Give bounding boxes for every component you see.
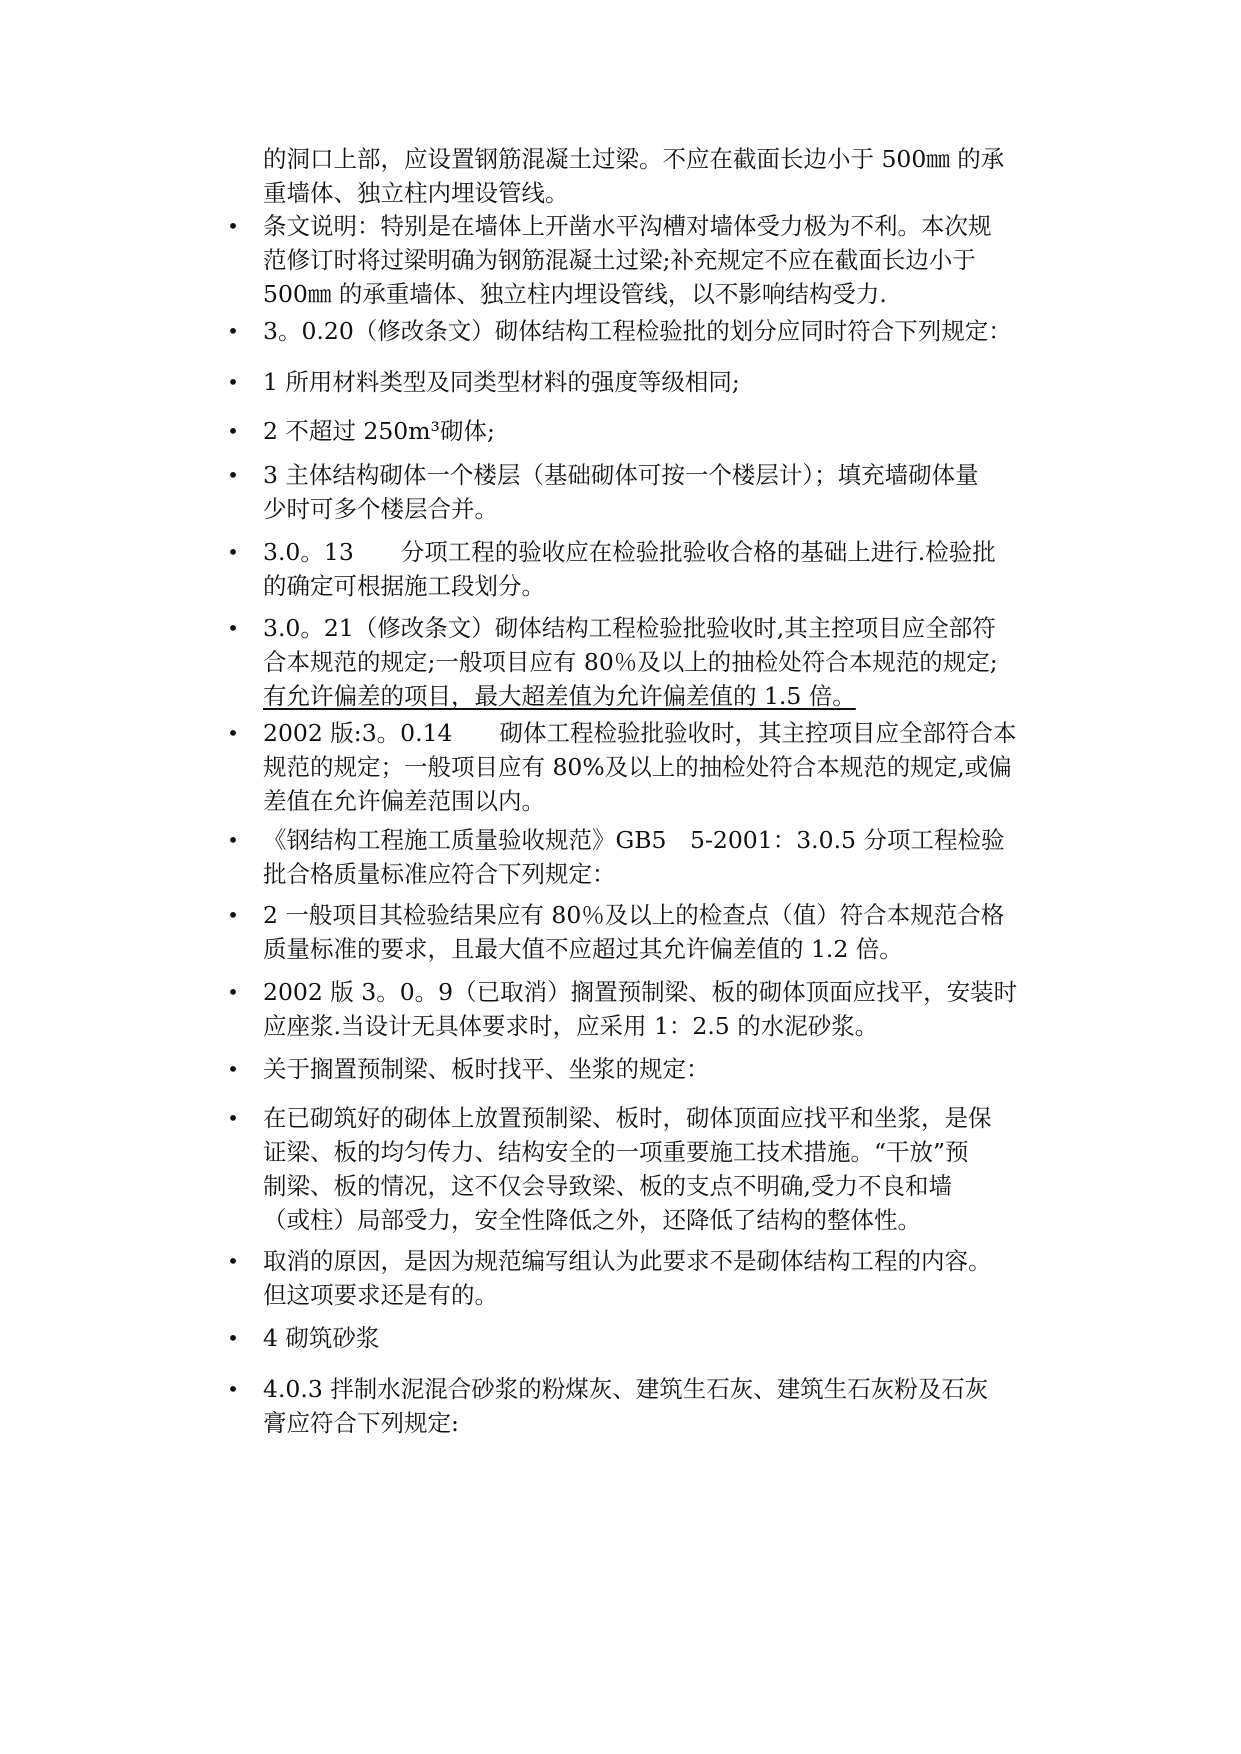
text-line: 3.0。13 分项工程的验收应在检验批验收合格的基础上进行.检验批 bbox=[263, 538, 996, 566]
underlined-text-line: 有允许偏差的项目，最大超差值为允许偏差值的 1.5 倍。 bbox=[263, 682, 856, 710]
bullet-icon: • bbox=[227, 1249, 239, 1273]
text-line: 质量标准的要求，且最大值不应超过其允许偏差值的 1.2 倍。 bbox=[263, 935, 903, 963]
text-line: 4.0.3 拌制水泥混合砂浆的粉煤灰、建筑生石灰、建筑生石灰粉及石灰 bbox=[263, 1375, 989, 1403]
bullet-icon: • bbox=[227, 463, 239, 487]
list-item bbox=[263, 535, 1053, 603]
text-line: 关于搁置预制梁、板时找平、坐浆的规定： bbox=[263, 1055, 710, 1083]
bullet-icon: • bbox=[227, 214, 239, 238]
list-item bbox=[263, 458, 1053, 526]
text-line: 的确定可根据施工段划分。 bbox=[263, 572, 545, 600]
bullet-icon: • bbox=[227, 903, 239, 927]
list-item bbox=[263, 314, 1053, 348]
text-line: 的洞口上部，应设置钢筋混凝土过梁。不应在截面长边小于 500㎜ 的承 bbox=[263, 145, 1005, 173]
list-item bbox=[263, 1321, 1053, 1355]
text-line: 应座浆.当设计无具体要求时，应采用 1：2.5 的水泥砂浆。 bbox=[263, 1012, 879, 1040]
text-line: 500㎜ 的承重墙体、独立柱内埋设管线，以不影响结构受力. bbox=[263, 280, 887, 308]
text-line: 2 一般项目其检验结果应有 80％及以上的检查点（值）符合本规范合格 bbox=[263, 901, 1005, 929]
text-line: 范修订时将过梁明确为钢筋混凝土过梁;补充规定不应在截面长边小于 bbox=[263, 246, 976, 274]
bullet-icon: • bbox=[227, 616, 239, 640]
text-line: 少时可多个楼层合并。 bbox=[263, 495, 498, 523]
list-item bbox=[263, 975, 1053, 1043]
text-line: 4 砌筑砂浆 bbox=[263, 1324, 380, 1352]
bullet-icon: • bbox=[227, 721, 239, 745]
list-item bbox=[263, 898, 1053, 966]
bullet-icon: • bbox=[227, 1057, 239, 1081]
text-line: 批合格质量标准应符合下列规定： bbox=[263, 860, 616, 888]
text-line: 3 主体结构砌体一个楼层（基础砌体可按一个楼层计）；填充墙砌体量 bbox=[263, 461, 979, 489]
text-line: 规范的规定；一般项目应有 80%及以上的抽检处符合本规范的规定,或偏 bbox=[263, 753, 1012, 781]
list-item bbox=[263, 1372, 1053, 1440]
bullet-icon: • bbox=[227, 1106, 239, 1130]
list-item bbox=[263, 1244, 1053, 1312]
text-line: 差值在允许偏差范围以内。 bbox=[263, 787, 545, 815]
list-item bbox=[263, 823, 1053, 891]
text-line: 条文说明：特别是在墙体上开凿水平沟槽对墙体受力极为不利。本次规 bbox=[263, 212, 992, 240]
bullet-icon: • bbox=[227, 980, 239, 1004]
list-item bbox=[263, 365, 1053, 399]
text-line: （或柱）局部受力，安全性降低之外，还降低了结构的整体性。 bbox=[263, 1206, 921, 1234]
bullet-icon: • bbox=[227, 540, 239, 564]
text-line: 《钢结构工程施工质量验收规范》GB5 5-2001：3.0.5 分项工程检验 bbox=[263, 826, 1005, 854]
text-line: 证梁、板的均匀传力、结构安全的一项重要施工技术措施。“干放”预 bbox=[263, 1138, 969, 1166]
text-line: 3.0。21（修改条文）砌体结构工程检验批验收时,其主控项目应全部符 bbox=[263, 614, 996, 642]
text-line: 制梁、板的情况，这不仅会导致梁、板的支点不明确,受力不良和墙 bbox=[263, 1172, 952, 1200]
text-line: 合本规范的规定;一般项目应有 80％及以上的抽检处符合本规范的规定; bbox=[263, 648, 998, 676]
text-line: 2 不超过 250m³砌体; bbox=[263, 417, 495, 445]
list-item bbox=[263, 1052, 1053, 1086]
text-line: 但这项要求还是有的。 bbox=[263, 1281, 498, 1309]
text-line: 膏应符合下列规定: bbox=[263, 1409, 459, 1437]
list-item bbox=[263, 611, 1053, 713]
bullet-icon: • bbox=[227, 1377, 239, 1401]
bullet-icon: • bbox=[227, 828, 239, 852]
list-item bbox=[263, 209, 1053, 311]
list-item bbox=[263, 1101, 1053, 1237]
bullet-icon: • bbox=[227, 419, 239, 443]
text-line: 取消的原因，是因为规范编写组认为此要求不是砌体结构工程的内容。 bbox=[263, 1247, 992, 1275]
text-line: 2002 版:3。0.14 砌体工程检验批验收时，其主控项目应全部符合本 bbox=[263, 719, 1017, 747]
text-line: 1 所用材料类型及同类型材料的强度等级相同; bbox=[263, 368, 740, 396]
text-line: 2002 版 3。0。9（已取消）搁置预制梁、板的砌体顶面应找平，安装时 bbox=[263, 978, 1018, 1006]
text-line: 3。0.20（修改条文）砌体结构工程检验批的划分应同时符合下列规定： bbox=[263, 317, 1012, 345]
continued-paragraph bbox=[263, 142, 1043, 210]
bullet-icon: • bbox=[227, 1326, 239, 1350]
list-item bbox=[263, 716, 1053, 818]
list-item bbox=[263, 414, 1053, 448]
text-line: 在已砌筑好的砌体上放置预制梁、板时，砌体顶面应找平和坐浆，是保 bbox=[263, 1104, 992, 1132]
text-line: 重墙体、独立柱内埋设管线。 bbox=[263, 179, 569, 207]
bullet-icon: • bbox=[227, 319, 239, 343]
bullet-icon: • bbox=[227, 370, 239, 394]
